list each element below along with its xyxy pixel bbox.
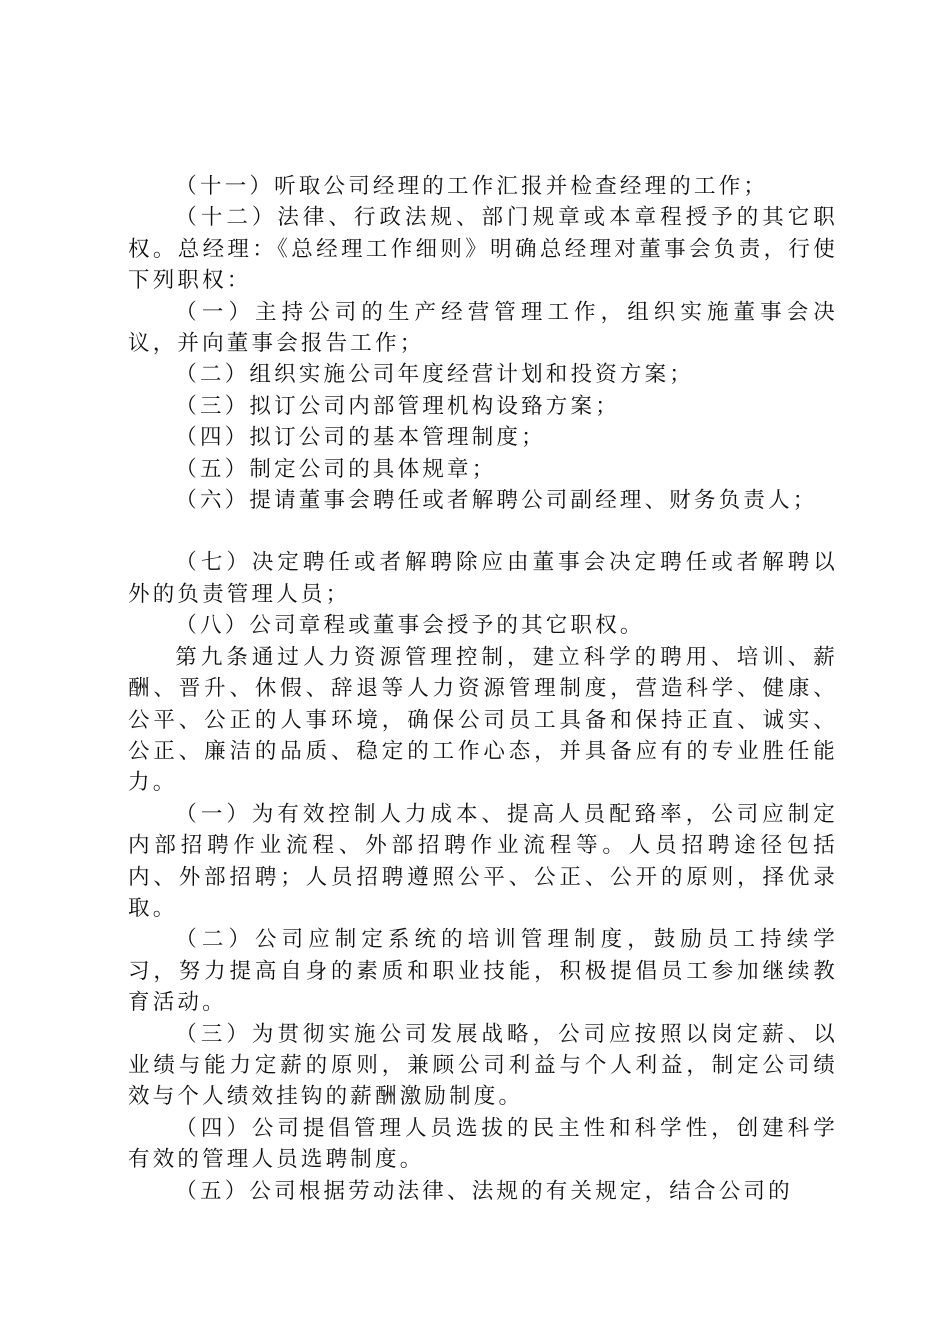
paragraph-hr-item-5: （五）公司根据劳动法律、法规的有关规定，结合公司的 [175, 1178, 793, 1204]
paragraph-article-9: 第九条通过人力资源管理控制，建立科学的聘用、培训、薪酬、晋升、休假、辞退等人力资源管理制度，营造科学、健康、公平、公正的人事环境，确保公司员工具备和保持正直、诚实、公正、廉洁的品质、稳定的工作心态，并具备应有的专业胜任能力。 [128, 644, 838, 796]
paragraph-hr-item-2: （二）公司应制定系统的培训管理制度，鼓励员工持续学习，努力提高自身的素质和职业技能，积极提倡员工参加继续教育活动。 [128, 927, 838, 1016]
paragraph-gm-duty-4: （四）拟订公司的基本管理制度； [175, 425, 546, 451]
paragraph-hr-item-4: （四）公司提倡管理人员选拔的民主性和科学性，创建科学有效的管理人员选聘制度。 [128, 1115, 838, 1173]
paragraph-gm-duty-6: （六）提请董事会聘任或者解聘公司副经理、财务负责人； [175, 488, 818, 514]
blank-line [128, 516, 838, 547]
paragraph-gm-duty-7: （七）决定聘任或者解聘除应由董事会决定聘任或者解聘以外的负责管理人员； [128, 550, 838, 607]
paragraph-hr-item-1: （一）为有效控制人力成本、提高人员配臵率，公司应制定内部招聘作业流程、外部招聘作业流程等。人员招聘途径包括内、外部招聘；人员招聘遵照公平、公正、公开的原则，择优录取。 [128, 801, 838, 921]
paragraph-gm-duty-3: （三）拟订公司内部管理机构设臵方案； [175, 393, 620, 419]
paragraph-gm-duty-8: （八）公司章程或董事会授予的其它职权。 [175, 613, 645, 639]
document-body [128, 171, 838, 1207]
paragraph-hr-item-3: （三）为贯彻实施公司发展战略，公司应按照以岗定薪、以业绩与能力定薪的原则，兼顾公司利益与个人利益，制定公司绩效与个人绩效挂钩的薪酬激励制度。 [128, 1021, 838, 1110]
paragraph-gm-duty-5: （五）制定公司的具体规章； [175, 456, 497, 482]
paragraph-gm-duty-2: （二）组织实施公司年度经营计划和投资方案； [175, 362, 694, 388]
paragraph-gm-duty-1: （一）主持公司的生产经营管理工作，组织实施董事会决议，并向董事会报告工作； [128, 299, 838, 357]
paragraph-item-11: （十一）听取公司经理的工作汇报并检查经理的工作； [175, 174, 769, 199]
paragraph-item-12-general-manager: （十二）法律、行政法规、部门规章或本章程授予的其它职权。总经理：《总经理工作细则》明确总经理对董事会负责，行使下列职权： [128, 205, 838, 294]
